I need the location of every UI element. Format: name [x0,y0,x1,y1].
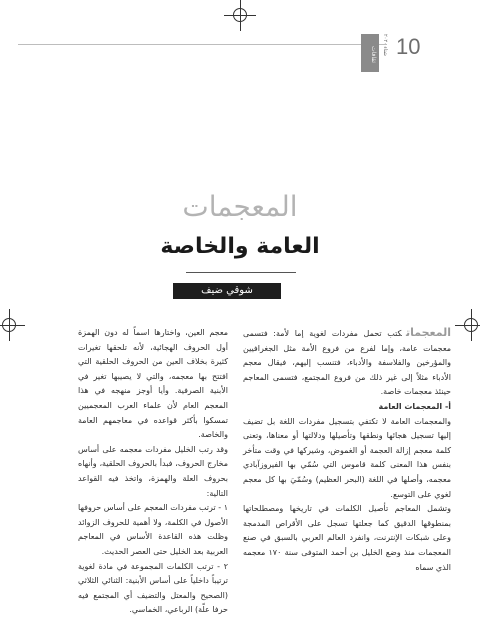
crop-mark-top [233,8,247,22]
header-rule [18,44,387,45]
subheading: أ- المعجمات العامة [378,401,451,411]
paragraph [243,326,451,400]
crop-mark-left [2,318,16,332]
section-tab-side-text: شتاء ٢٠٢٠ [382,34,388,56]
right-column [243,326,451,575]
paragraph: معجم العين، واختارها اسماً له دون الهمزة أول الحروف الهجائية، لأنه تلحقها تغيرات كثيرة بخلاف العين من الحروف الحلقية التي افتتح بها معجمه، والتي لا يصيبها تغير في الأبنية الصرفية. وأيا أوجز منهجه في هذا المعجم العام لأن علماء العرب المعجميين تمسكوا بأكثر قواعده في معاجمهم العامة والخاصة. [78,328,228,440]
paragraph: ٢ - ترتب الكلمات المجموعة في مادة لغوية ترتيباً داخلياً على أساس الأبنية: الثنائي الثلاثي (الصحيح والمعتل والتضيف أي المجتمع فيه حرفا علّة) الرباعي، الخماسي. [78,561,228,615]
article-subtitle: العامة والخاصة [160,234,320,259]
paragraph: والمعجمات العامة لا تكتفي بتسجيل مفردات اللغة بل تضيف إليها تسجيل هجائها ونطقها وتأصيلها ودلالتها أو معناها، وتعنى كلمة معجم إزالة العجمة أو الغموض، وشيركها في وقت متأخر بنفس هذا المعنى كلمة قاموس التي سُمّي بها الفيروزآبادي معجمه، وأصلها في اللغة (البحر العظيم) وسُمّيَ بها كل معجم لغوي على التوسع. [243,416,451,499]
crop-mark-right [464,318,478,332]
page-number: 10 [396,34,421,59]
paragraph: وتشمل المعاجم تأصيل الكلمات في تاريخها ومصطلحاتها بمنطوقها الدقيق كما جعلتها تسجل على الأقراص المدمجة وعلى شبكات الإنترنت، وانفرد العالم العربي بالسبق في صنع المعجمات منذ وضع الخليل بن أحمد المتوفى سنة ١٧٠ معجمه الذي سماه [243,504,451,572]
left-column [78,326,228,618]
paragraph: ١ - ترتب مفردات المعجم على أساس حروفها الأصول في الكلمة، ولا أهمية للحروف الزوائد وظلت هذه القاعدة الأساس في المعاجم العربية بعد الخليل حتى العصر الحديث. [78,503,228,556]
paragraph: وقد رتب الخليل مفردات معجمه على أساس مخارج الحروف، فبدأ بالحروف الحلقية، وأنهاه بحروف العلة والهمزة، واتخذ فيه القواعد التالية: [78,444,228,498]
section-tab-label: ثقافات [370,45,377,63]
lead-word: المعجمات [405,326,451,339]
paragraph-text: كتب تحمل مفردات لغوية إما لأمة: فتسمى معجمات عامة، وإما لفرع من فروع الأمة مثل الجغرافيين والمؤرخين والفلاسفة والأدباء، فتنسب إليهم، فيقال معجم الأدباء مثلاً إلى غير ذلك من فروع المجتمع، فتسمى المعاجم حينئذ معجمات خاصة. [243,329,451,397]
article-title: المعجمات [182,190,298,223]
title-rule [186,272,296,273]
author-bar: شوقي ضيف [173,283,281,299]
